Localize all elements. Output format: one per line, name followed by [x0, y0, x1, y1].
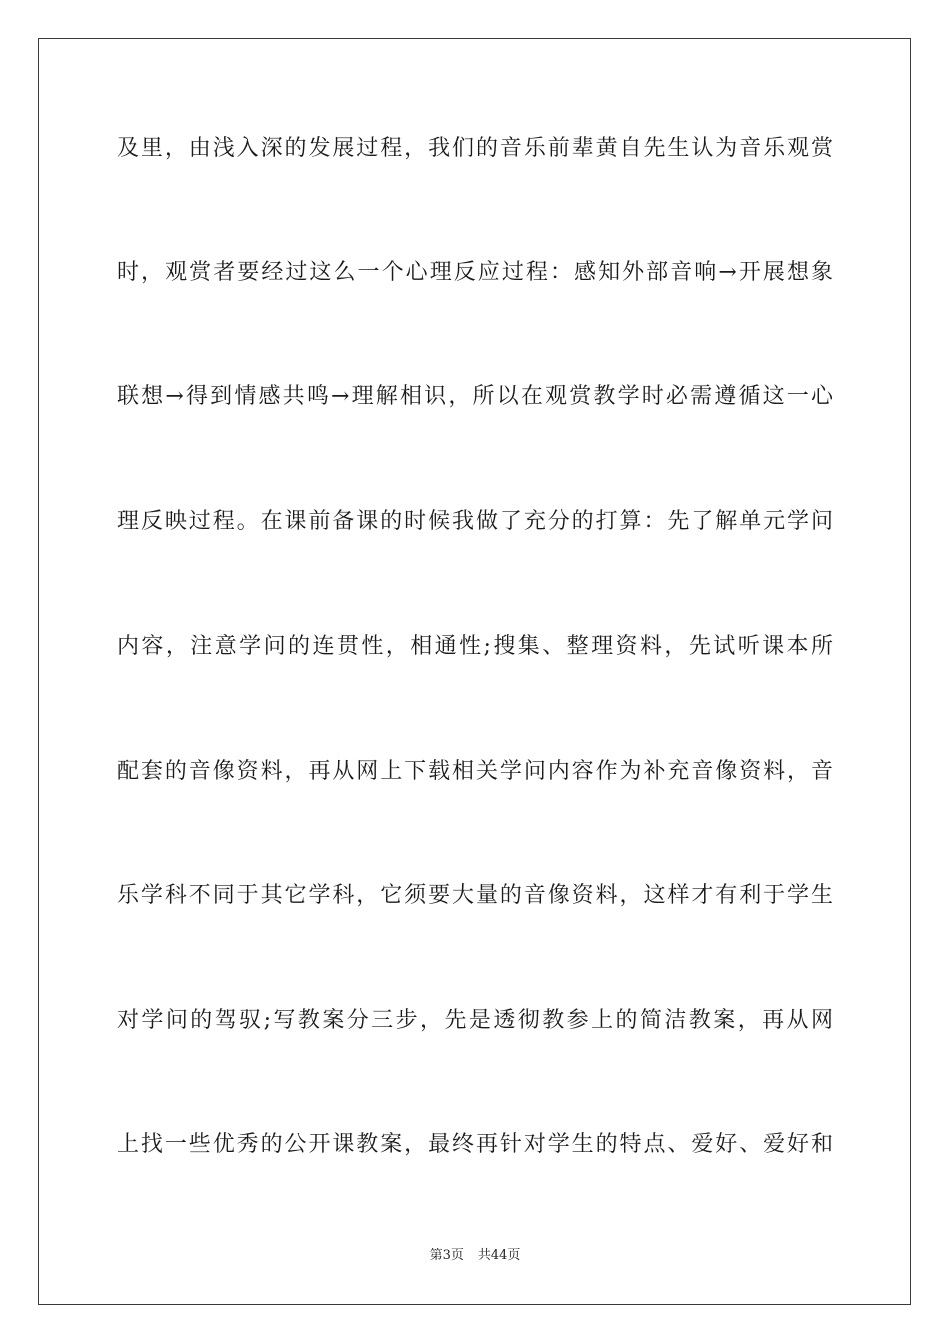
- body-text-line: 理反映过程。在课前备课的时候我做了充分的打算：先了解单元学问: [117, 509, 833, 534]
- body-text-line: 对学问的驾驭;写教案分三步，先是透彻教参上的简洁教案，再从网: [117, 1008, 833, 1033]
- body-text-line: 乐学科不同于其它学科，它须要大量的音像资料，这样才有利于学生: [117, 883, 833, 908]
- page-number: 第3页: [429, 1248, 464, 1263]
- page-footer: [0, 1247, 950, 1265]
- body-text-line: 内容，注意学问的连贯性，相通性;搜集、整理资料，先试听课本所: [117, 634, 833, 659]
- page-total: 共44页: [477, 1248, 521, 1263]
- body-text-line: 时，观赏者要经过这么一个心理反应过程：感知外部音响→开展想象: [117, 260, 833, 285]
- body-text-line: 上找一些优秀的公开课教案，最终再针对学生的特点、爱好、爱好和: [117, 1132, 833, 1157]
- body-text-line: 联想→得到情感共鸣→理解相识，所以在观赏教学时必需遵循这一心: [117, 384, 833, 409]
- body-text-line: 及里，由浅入深的发展过程，我们的音乐前辈黄自先生认为音乐观赏: [117, 136, 833, 161]
- body-text-line: 配套的音像资料，再从网上下载相关学问内容作为补充音像资料，音: [117, 759, 833, 784]
- page-border: [38, 38, 911, 1305]
